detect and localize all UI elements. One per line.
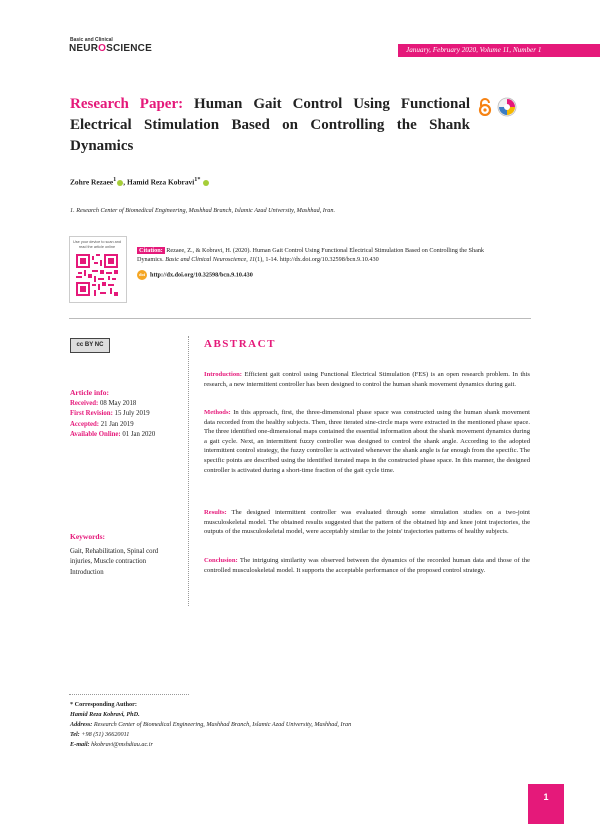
corresponding-name: Hamid Reza Kobravi, PhD. xyxy=(70,711,140,718)
author-1: Zohre Rezaee xyxy=(70,177,114,187)
corresponding-email: E-mail: hkobravi@mshdiau.ac.ir xyxy=(70,741,153,748)
citation-tag: Citation: xyxy=(139,247,163,254)
footnote-divider xyxy=(69,694,189,695)
author-list: Zohre Rezaee$^1$ , Hamid Reza Kobravi$^{1*}$ xyxy=(70,177,209,186)
qr-caption: Use your device to scan and read the article online xyxy=(73,240,121,249)
doi-link[interactable]: http://dx.doi.org/10.32598/bcn.9.10.430 xyxy=(150,271,253,279)
corresponding-tel: Tel: +98 (51) 36620011 xyxy=(70,731,130,738)
first-revision-date: First Revision: 15 July 2019 xyxy=(70,410,150,417)
accepted-date: Accepted: 21 Jan 2019 xyxy=(70,420,134,428)
keywords-text: Gait, Rehabilitation, Spinal cord injuries, Muscle contraction Introduction xyxy=(70,547,159,576)
keywords xyxy=(70,532,180,578)
article-info xyxy=(70,388,180,441)
online-date: Available Online: 01 Jan 2020 xyxy=(70,431,156,438)
corresponding-author xyxy=(70,700,450,750)
journal-logo-small: Basic and Clinical xyxy=(70,37,113,43)
divider xyxy=(69,318,531,319)
page-title: Research Paper: Human Gait Control Using Functional Electrical Stimulation Based on Controlling the Shank Dynamics xyxy=(70,96,471,154)
column-divider xyxy=(188,336,189,606)
issue-line: January, February 2020, Volume 11, Number 1 xyxy=(406,46,542,54)
abstract-results: Results: The designed intermittent controller was evaluated through some simulation studies on a two-joint musculoskeletal model. The obtained results suggested that the pattern of the obtained hip and knee joint trajectories, the outputs of the musculoskeletal model, were acceptably similar to the joints' trajectories patterns of healthy subjects. xyxy=(204,509,530,536)
corresponding-address: Address: Research Center of Biomedical Engineering, Mashhad Branch, Islamic Azad University, Mashhad, Iran xyxy=(70,721,352,728)
abstract-title: ABSTRACT xyxy=(204,338,276,350)
article-info-heading: Article info: xyxy=(70,388,109,397)
orcid-icon[interactable] xyxy=(203,180,209,186)
keywords-heading: Keywords: xyxy=(70,532,105,541)
orcid-icon[interactable] xyxy=(117,180,123,186)
email-link[interactable]: hkobravi@mshdiau.ac.ir xyxy=(89,741,153,748)
page-number: 1 xyxy=(543,792,549,802)
abstract-conclusion: Conclusion: The intriguing similarity was observed between the dynamics of the recorded human data and those of the controlled musculoskeletal model. It supports the acceptable performance of the proposed control strategy. xyxy=(204,557,530,574)
affiliation: 1. Research Center of Biomedical Engineering, Mashhad Branch, Islamic Azad University, Mashhad, Iran. xyxy=(70,207,335,214)
abstract-introduction: Introduction: Efficient gait control using Functional Electrical Stimulation (FES) is an open research problem. In this research, a new intermittent controller has been designed to control the human shank movement dynamics during gait. xyxy=(204,371,530,388)
open-access-icon xyxy=(478,98,492,116)
doi-icon: doi xyxy=(137,270,147,280)
page-number-tab xyxy=(528,784,564,824)
corresponding-heading: * Corresponding Author: xyxy=(70,701,137,708)
author-2: Hamid Reza Kobravi xyxy=(126,177,195,187)
citation-text: Citation: Rezaee, Z., & Kobravi, H. (2020). Human Gait Control Using Functional Electrical Stimulation Based on Controlling the Shank Dynamics. Basic and Clinical Neuroscience, 11(1), 1-14. http://dx.doi.org/10.32598/bcn.9.10.430 xyxy=(137,247,485,263)
paper-type-label: Research Paper: xyxy=(70,96,184,112)
crossmark-icon[interactable] xyxy=(496,97,518,119)
cc-license-badge[interactable]: cc BY NC xyxy=(70,338,110,353)
received-date: Received: 08 May 2018 xyxy=(70,399,137,407)
qr-code[interactable] xyxy=(76,254,118,296)
doi-row xyxy=(137,270,253,280)
journal-logo: NEUROSCIENCE xyxy=(69,43,152,54)
abstract-methods: Methods: In this approach, first, the three-dimensional phase space was constructed using the human shank movement data recorded from the healthy subjects. Then, three iterated sine-circle maps were extracted in the mentioned phase space. The three identified one-dimensional maps contained the essential information about the shank movement dynamics during a gait cycle. Next, an intermittent fuzzy controller was designed to control the shank angle. According to the adopted intermittent control strategy, the fuzzy controller is activated whenever the shank angle is far enough from the specific. The specific points are described using the identified iterated maps in the constructed phase space. In this manner, the designed controller is activated during a short-time fraction of the gait cycle time. xyxy=(204,409,530,474)
